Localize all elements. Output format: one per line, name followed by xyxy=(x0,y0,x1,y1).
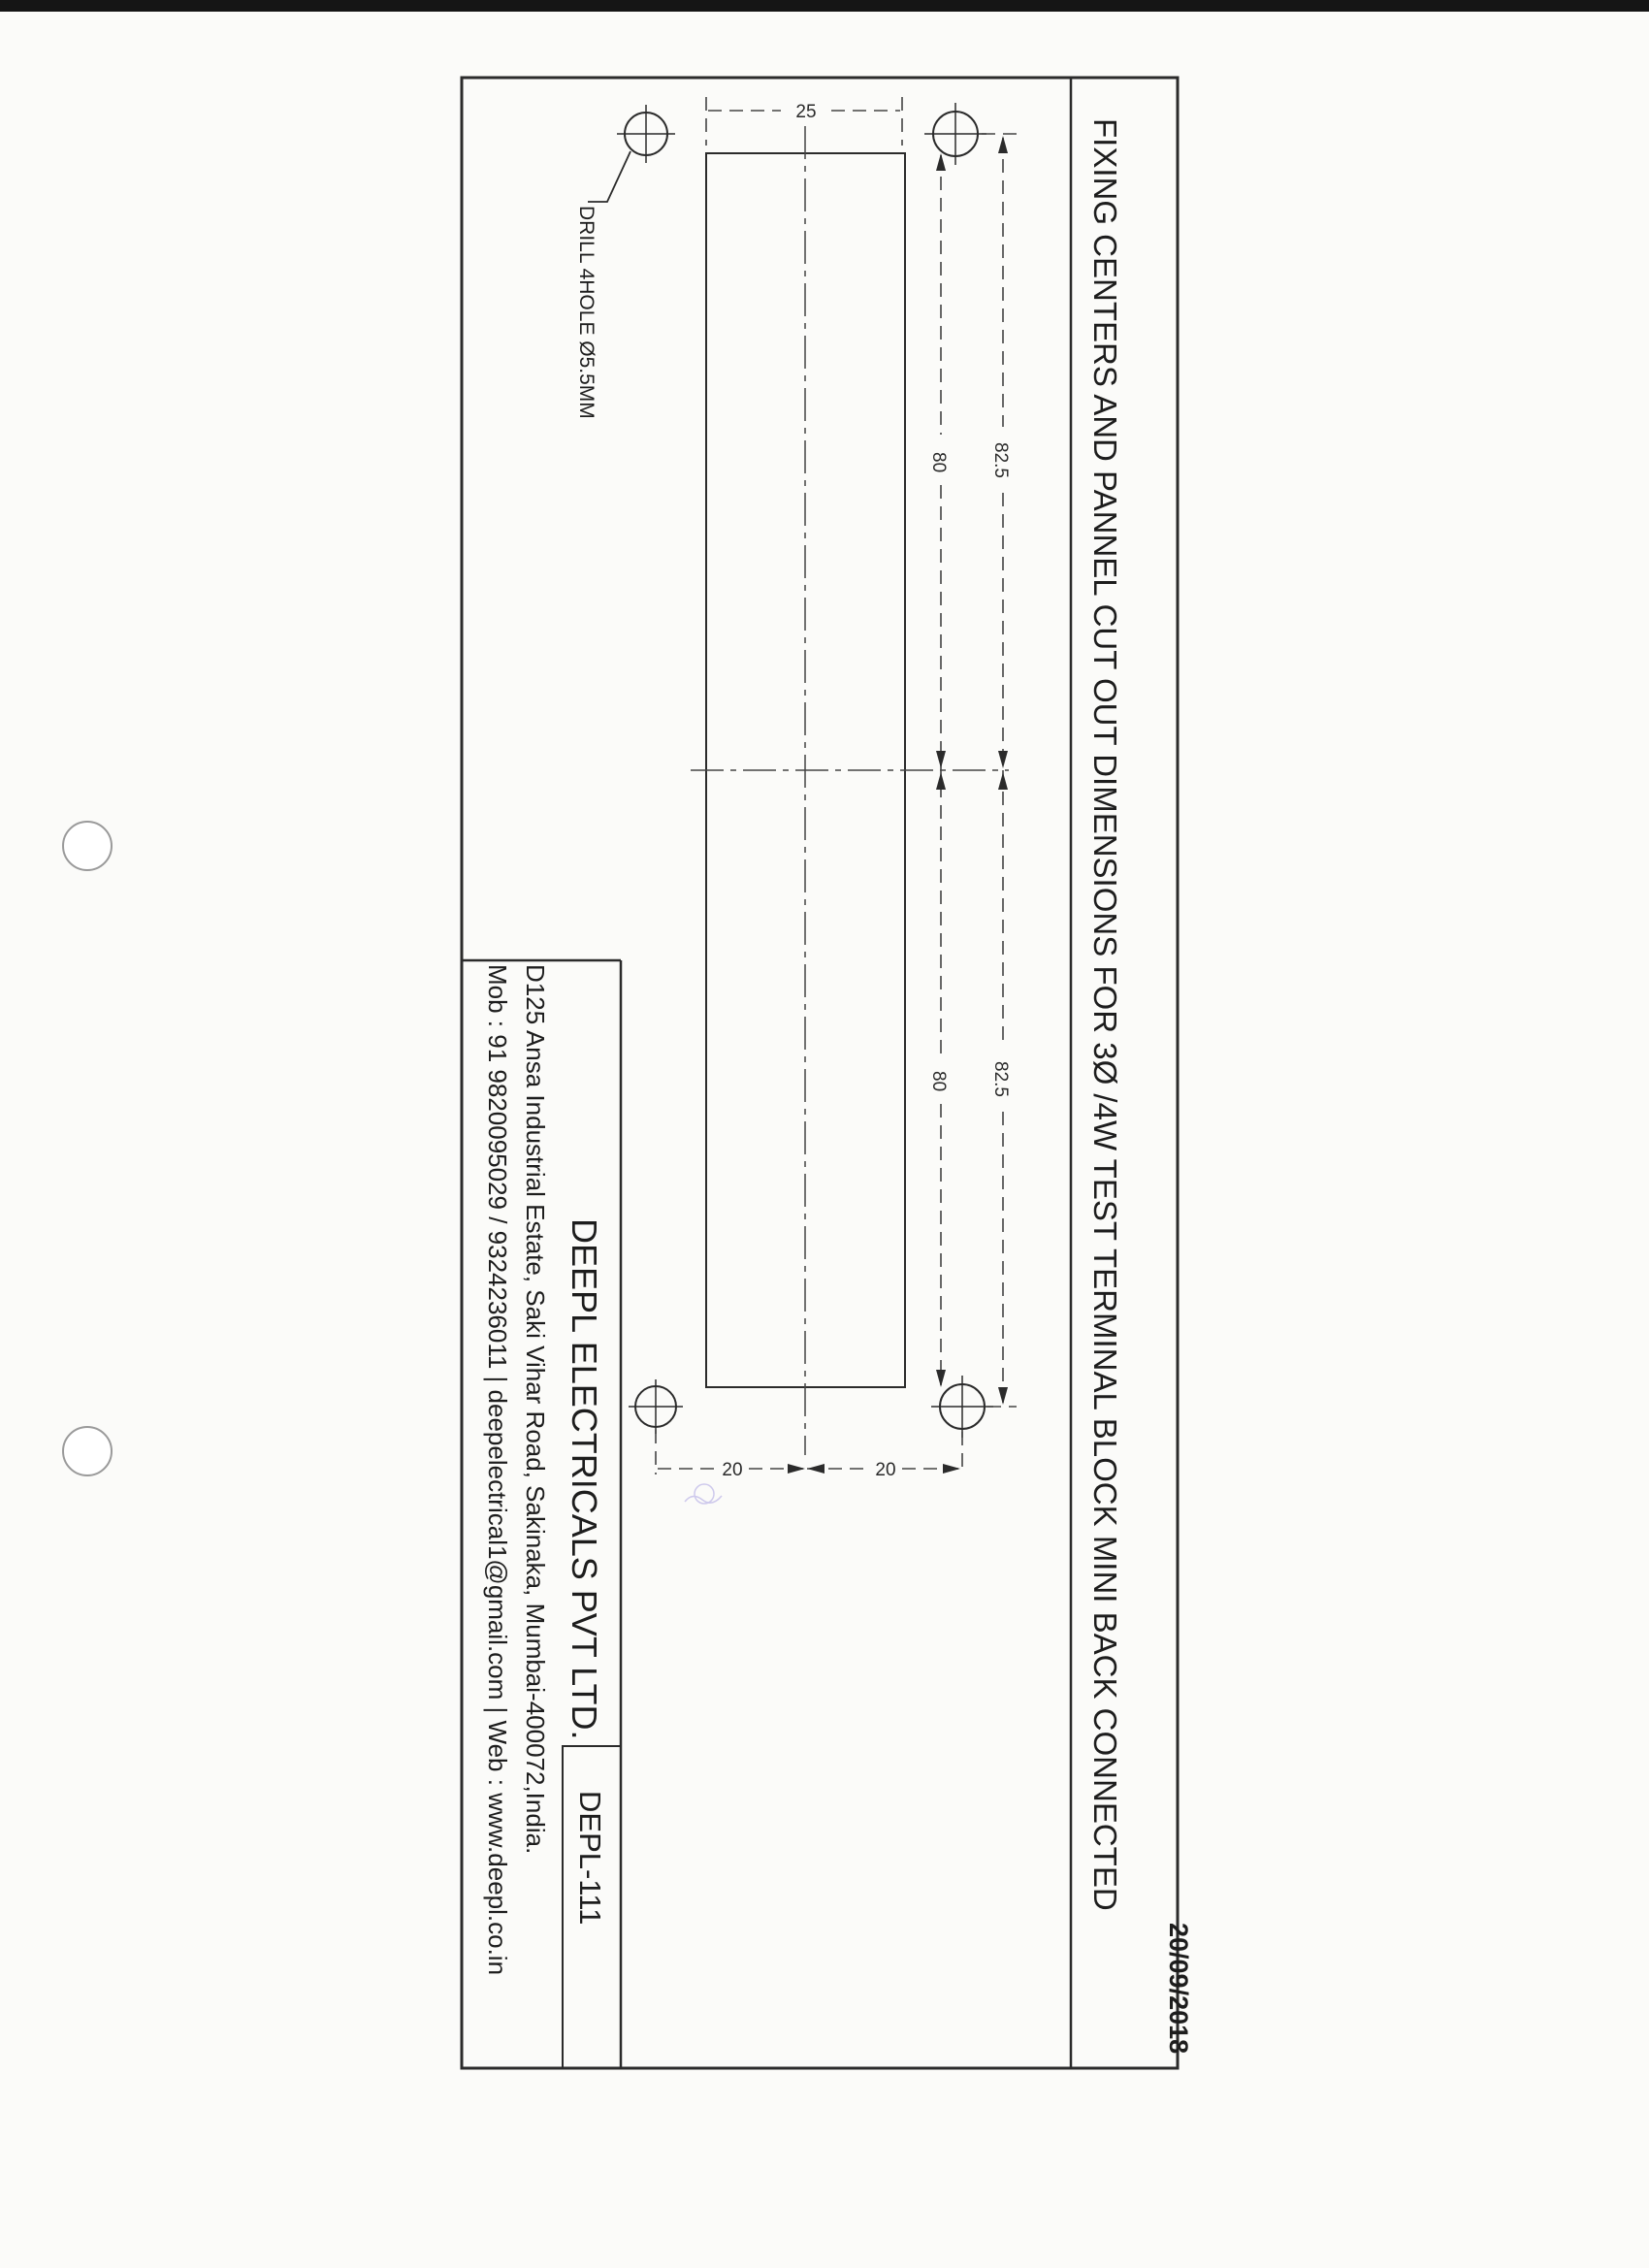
fixing-hole-bottom-left xyxy=(629,1379,683,1434)
company-name: DEEPL ELECTRICALS PVT LTD. xyxy=(565,1218,604,1740)
drawing-number: DEPL-111 xyxy=(573,1791,607,1926)
drawing-title: FIXING CENTERS AND PANNEL CUT OUT DIMENSIONS FOR 3Ø /4W TEST TERMINAL BLOCK MINI BACK CONNECTED xyxy=(1087,118,1123,1911)
drill-note-leader xyxy=(588,151,630,202)
stamp-smudge xyxy=(685,1484,722,1504)
dim-bottom-right-label: 20 xyxy=(875,1460,896,1480)
dim-bottom-20 xyxy=(656,1430,962,1474)
dim-inner-left-label: 80 xyxy=(928,452,949,473)
fixing-hole-top-left xyxy=(617,105,675,163)
dim-outer-right-label: 82.5 xyxy=(990,1061,1011,1097)
dim-top-width-label: 25 xyxy=(795,102,817,122)
dim-inner-right-label: 80 xyxy=(928,1071,949,1092)
dim-outer-left-label: 82.5 xyxy=(990,442,1011,478)
fixing-hole-top-right xyxy=(924,103,986,165)
dim-bottom-left-label: 20 xyxy=(722,1460,743,1480)
company-address: D125 Ansa Industrial Estate, Saki Vihar Road, Sakinaka, Mumbai-400072,India. xyxy=(521,964,550,1855)
drill-note: DRILL 4HOLE Ø5.5MM xyxy=(575,206,598,419)
drawing-date: 20/09/2018 xyxy=(1164,1923,1193,2055)
company-contact: Mob : 91 9820095029 / 9324236011 | deepelectrical1@gmail.com | Web : www.deepl.co.in xyxy=(483,964,512,1976)
